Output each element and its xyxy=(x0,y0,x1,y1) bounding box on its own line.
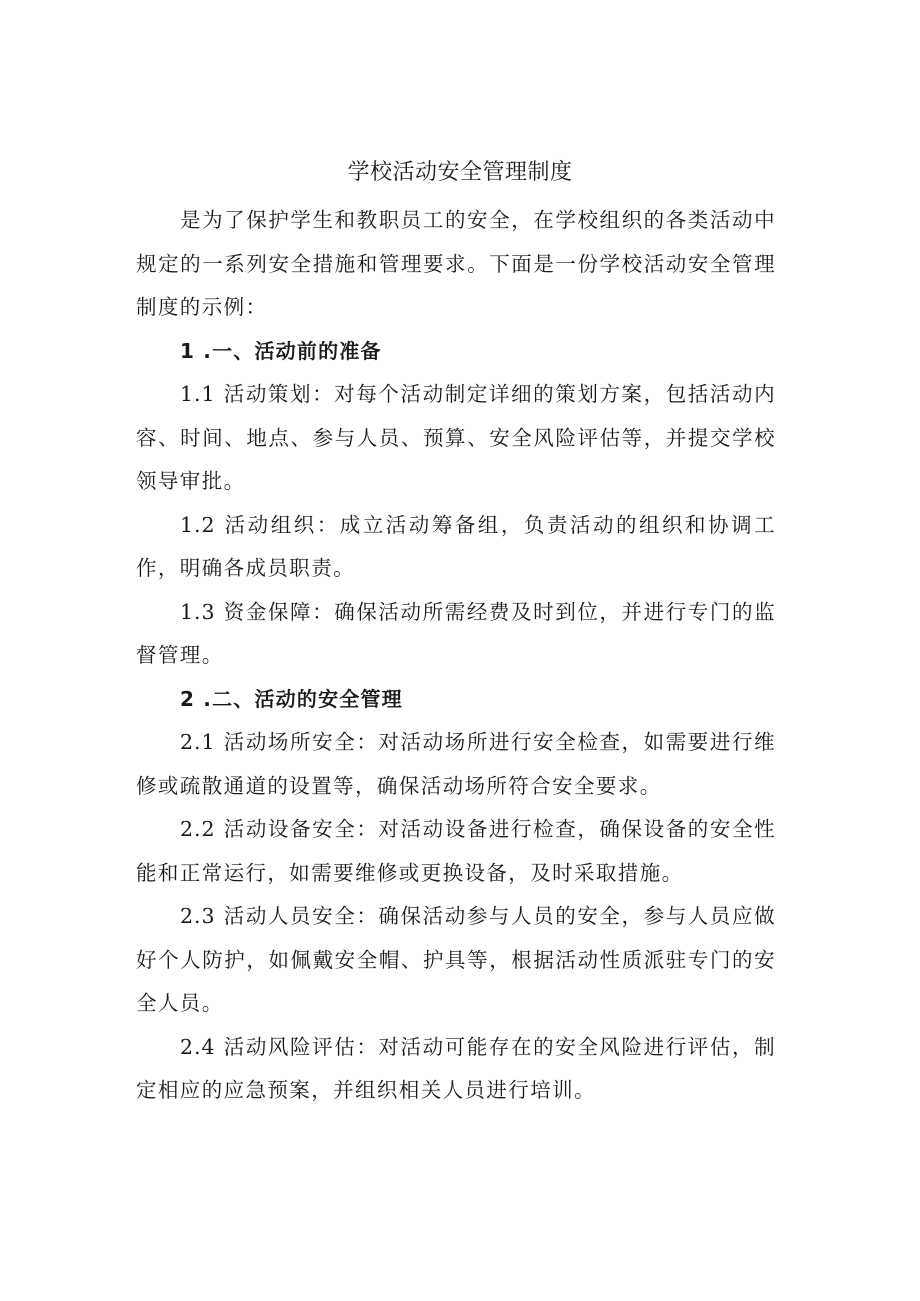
item-text: 活动设备安全：对活动设备进行检查，确保设备的安全性能和正常运行，如需要维修或更换设备，及时采取措施。 xyxy=(136,817,777,885)
item-text: 活动场所安全：对活动场所进行安全检查，如需要进行维修或疏散通道的设置等，确保活动场所符合安全要求。 xyxy=(136,730,777,798)
item-text: 活动风险评估：对活动可能存在的安全风险进行评估，制定相应的应急预案，并组织相关人员进行培训。 xyxy=(136,1034,777,1102)
section-item-1-1 xyxy=(136,373,776,504)
item-number: 2.3 xyxy=(180,904,216,928)
item-number: 1.1 xyxy=(180,382,216,406)
section-heading-2: 2 .二、活动的安全管理 xyxy=(180,686,403,711)
item-number: 2.2 xyxy=(180,817,216,841)
section-item-1-2 xyxy=(136,504,776,591)
section-item-2-1 xyxy=(136,721,776,808)
section-item-2-2 xyxy=(136,808,776,895)
section-heading-1: 1 .一、活动前的准备 xyxy=(180,338,382,363)
item-text: 活动策划：对每个活动制定详细的策划方案，包括活动内容、时间、地点、参与人员、预算、安全风险评估等，并提交学校领导审批。 xyxy=(136,382,777,493)
section-item-2-4 xyxy=(136,1026,776,1113)
item-text: 资金保障：确保活动所需经费及时到位，并进行专门的监督管理。 xyxy=(136,599,777,667)
item-text: 活动组织：成立活动筹备组，负责活动的组织和协调工作，明确各成员职责。 xyxy=(136,512,776,580)
document-body xyxy=(136,199,776,1113)
item-number: 1.2 xyxy=(180,512,216,537)
section-item-1-3 xyxy=(136,591,776,678)
intro-paragraph: 是为了保护学生和教职员工的安全，在学校组织的各类活动中规定的一系列安全措施和管理要求。下面是一份学校活动安全管理制度的示例： xyxy=(136,208,776,319)
section-item-2-3 xyxy=(136,895,776,1026)
document-title: 学校活动安全管理制度 xyxy=(347,160,573,185)
item-number: 2.4 xyxy=(180,1034,216,1059)
item-number: 2.1 xyxy=(180,730,216,754)
item-number: 1.3 xyxy=(180,599,216,624)
item-text: 活动人员安全：确保活动参与人员的安全，参与人员应做好个人防护，如佩戴安全帽、护具等，根据活动性质派驻专门的安全人员。 xyxy=(136,904,777,1015)
